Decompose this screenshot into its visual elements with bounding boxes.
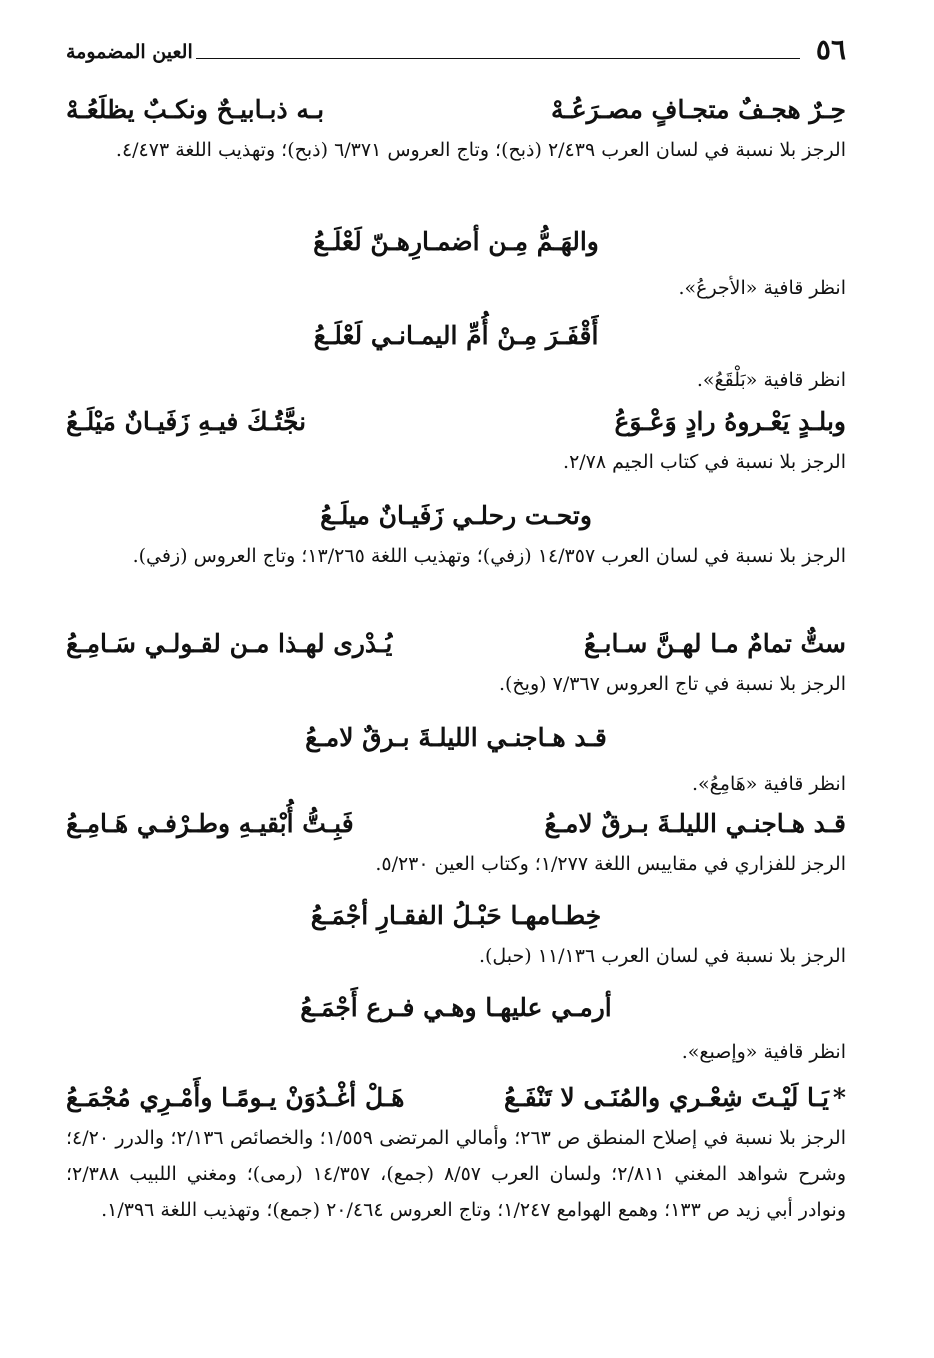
page-number: ٥٦ [815,33,846,66]
hemistich-second: هَـلْ أغْـدُوَنْ يـومًـا وأَمْـرِي مُجْمَـعُ [66,1083,405,1112]
source-note: الرجز بلا نسبة في لسان العرب ٢/٤٣٩ (ذبح)؛ وتاج العروس ٦/٣٧١ (ذبح)؛ وتهذيب اللغة ٤/٤٧٣. [115,139,846,161]
verse-single: قـد هـاجنـي الليلـةَ بـرقٌ لامـعُ [305,723,607,752]
verse-couplet [66,92,846,130]
header-rule [196,58,800,59]
entry-3 [66,404,846,480]
entry-8 [66,898,846,974]
verse-couplet [66,626,846,664]
verse-single: والهَـمُّ مِـن أضمـارِهـنّ لَعْلَـعُ [313,227,599,256]
hemistich-first-text: يَـا لَيْـتَ شِعْـري والمُنَـى لا تَنْفَـعُ [503,1083,829,1112]
entry-2 [66,318,846,398]
hemistich-second: فَبِـتُّ أُبْقيـهِ وطـرْفـي هَـامِـعُ [66,809,354,838]
source-note: الرجز بلا نسبة في لسان العرب ١٤/٣٥٧ (زفي)؛ وتهذيب اللغة ١٣/٢٦٥؛ وتاج العروس (زفي). [132,545,846,567]
source-note: الرجز بلا نسبة في لسان العرب ١١/١٣٦ (حبل). [478,945,846,967]
verse-couplet [66,1080,846,1118]
hemistich-first: ستٌّ تمامٌ مـا لهـنَّ سـابـعُ [583,629,846,658]
entry-4 [66,498,846,574]
entry-1 [66,224,846,306]
cross-reference-note: انظر قافية «هَامِعُ». [692,773,846,795]
verse-couplet [66,806,846,844]
verse-single: أرمـي عليهـا وهـي فـرع أَجْمَـعُ [300,993,612,1022]
entry-0 [66,92,846,168]
entry-7 [66,806,846,882]
hemistich-first [504,1080,846,1116]
verse-single: خِطـامهـا حَبْـلُ الفقـارِ أجْمَـعُ [310,901,602,930]
page-header [66,34,846,70]
source-note: الرجز بلا نسبة في إصلاح المنطق ص ٢٦٣؛ وأمالي المرتضى ١/٥٥٩؛ والخصائص ٢/١٣٦؛ والدرر ٤/٢٠؛ وشرح شواهد المغني ٢/٨١١؛ ولسان العرب ٨/٥٧ (جمع)، ١٤/٣٥٧ (رمى)؛ ومغني اللبيب ٢/٣٨٨؛ ونوادر أبي زيد ص ١٣٣؛ وهمع الهوامع ١/٢٤٧؛ وتاج العروس ٢٠/٤٦٤ (جمع)؛ وتهذيب اللغة ١/٣٩٦. [66,1127,846,1221]
entry-6 [66,720,846,802]
cross-reference-note: انظر قافية «الأجرعُ». [678,277,846,299]
entry-5 [66,626,846,702]
source-note: الرجز بلا نسبة في تاج العروس ٧/٣٦٧ (ويخ). [498,673,846,695]
hemistich-second: بـه ذبـابيـحٌ ونكـبٌ يظلَعُـهْ [66,95,325,124]
cross-reference-note: انظر قافية «بَلْقَعُ». [696,369,846,391]
section-title: العين المضمومة [66,41,193,63]
hemistich-second: نجَّتُـكَ فيـهِ زَفَيـانٌ مَيْلَـعُ [66,407,307,436]
verse-single: وتحـت رحلـي زَفَيـانٌ ميلَـعُ [320,501,592,530]
hemistich-first: قـد هـاجنـي الليلـةَ بـرقٌ لامـعُ [544,809,846,838]
entry-10 [66,1080,846,1228]
source-note: الرجز للفزاري في مقاييس اللغة ١/٢٧٧؛ وكتاب العين ٥/٢٣٠. [375,853,846,875]
hemistich-first: حِـرٌ هجـفٌ متجـافٍ مصـرَعُـهْ [551,95,846,124]
verse-couplet [66,404,846,442]
cross-reference-note: انظر قافية «وإصبع». [681,1041,846,1063]
star-marker: * [832,1083,846,1112]
entry-9 [66,990,846,1070]
source-note: الرجز بلا نسبة في كتاب الجيم ٢/٧٨. [563,451,846,473]
hemistich-second: يُـدْرى لهـذا مـن لقـولـي سَـامِـعُ [66,629,393,658]
verse-single: أَقْفَـرَ مِـنْ أُمِّ اليمـانـي لَعْلَـعُ [313,321,599,350]
hemistich-first: وبلـدٍ يَعْـروهُ رادٍ وَعْـوَعُ [614,407,846,436]
